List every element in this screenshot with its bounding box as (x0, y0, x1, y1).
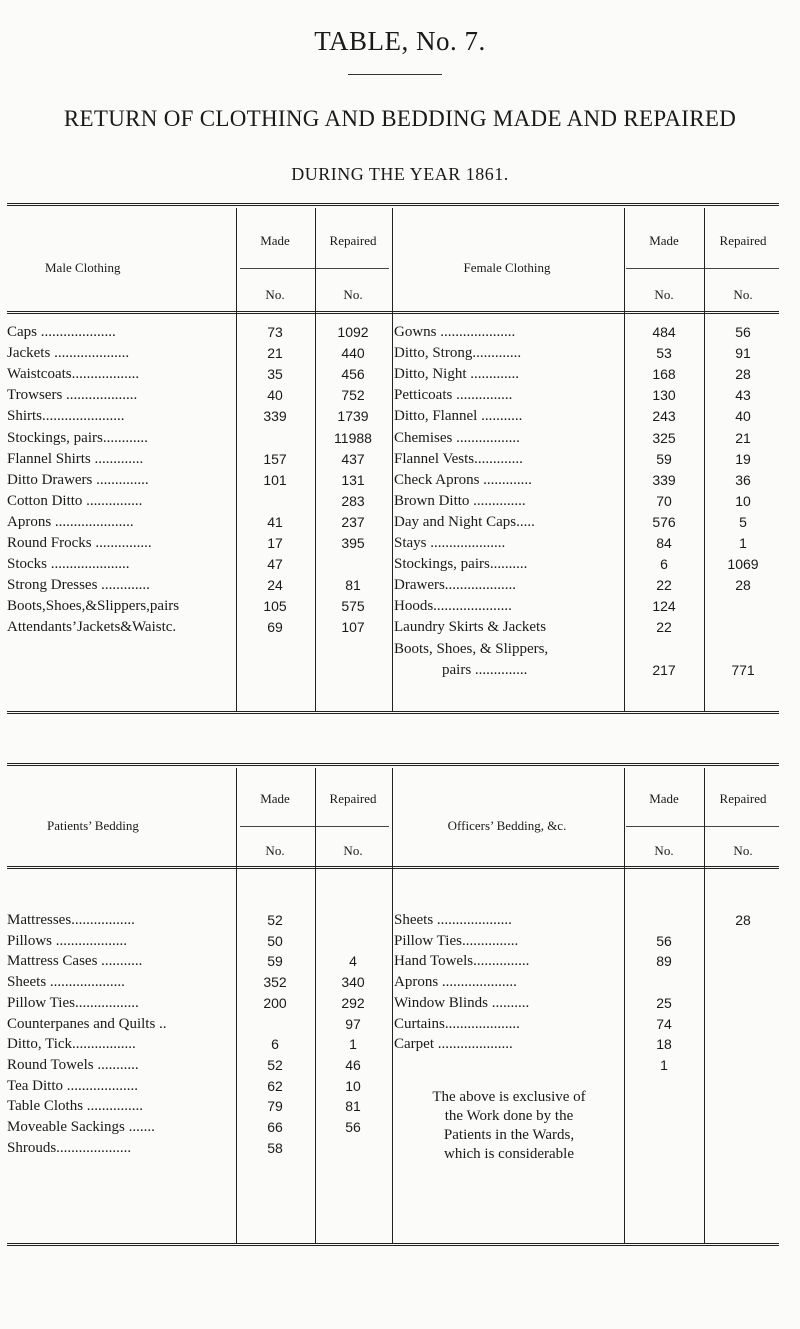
made-value: 484 (652, 324, 676, 340)
row-label: Ditto, Night ............. (394, 366, 520, 383)
row-label: Caps .................... (7, 324, 116, 340)
row-label: Laundry Skirts & Jackets (394, 619, 547, 636)
row-label: Tea Ditto ................... (7, 1077, 139, 1094)
row-label: pairs .............. (442, 661, 528, 678)
repaired-value: 43 (735, 387, 751, 404)
row-label: Sheets .................... (7, 974, 125, 991)
made-value: 352 (263, 974, 287, 991)
made-value: 35 (267, 366, 283, 383)
made-value: 576 (652, 513, 676, 530)
repaired-header: Repaired (719, 791, 767, 806)
bedding-top-rule (7, 763, 779, 766)
row-label: Cotton Ditto ............... (7, 492, 143, 509)
row-label: Drawers................... (394, 577, 517, 594)
row-label: Shirts...................... (7, 408, 125, 425)
clothing-top-rule (7, 203, 779, 206)
made-value: 52 (267, 912, 283, 928)
made-value: 84 (656, 535, 672, 551)
row-label: Window Blinds .......... (394, 994, 530, 1011)
made-value: 53 (656, 345, 672, 362)
made-value: 339 (263, 408, 287, 425)
row-label: Chemises ................. (394, 429, 520, 446)
repaired-value: 10 (345, 1077, 361, 1094)
made-value: 217 (652, 661, 676, 678)
row-label: Mattress Cases ........... (7, 953, 143, 970)
no-header: No. (733, 843, 753, 858)
made-value: 73 (267, 324, 283, 340)
no-header: No. (654, 843, 674, 858)
row-label: Brown Ditto .............. (394, 492, 526, 509)
row-label: Ditto, Strong............. (394, 345, 522, 362)
made-value: 6 (660, 556, 668, 573)
made-value: 325 (652, 429, 676, 446)
clothing-bottom-rule (7, 711, 779, 714)
repaired-value: 46 (345, 1056, 361, 1073)
table-row (7, 535, 779, 553)
patients-bedding-header: Patients’ Bedding (47, 818, 139, 833)
repaired-value: 28 (735, 577, 751, 594)
table-row (7, 556, 779, 574)
table-row (7, 493, 779, 511)
repaired-value: 340 (341, 974, 365, 991)
table-row (7, 974, 779, 992)
repaired-value: 456 (341, 366, 365, 383)
table-row (7, 345, 779, 363)
table-row (7, 577, 779, 595)
repaired-value: 19 (735, 450, 751, 467)
made-value: 21 (267, 345, 283, 362)
repaired-value: 36 (735, 471, 751, 488)
repaired-value: 97 (345, 1015, 361, 1032)
repaired-value: 131 (341, 471, 365, 488)
footnote-line: The above is exclusive of (432, 1089, 586, 1105)
made-value: 22 (656, 577, 672, 594)
table-row (7, 366, 779, 384)
repaired-value: 21 (735, 429, 751, 446)
no-header: No. (654, 287, 674, 302)
table-row (7, 324, 779, 342)
repaired-value: 1 (739, 535, 747, 551)
row-label: Counterpanes and Quilts .. (7, 1015, 167, 1032)
repaired-value: 81 (345, 1098, 361, 1115)
row-label: Stays .................... (394, 535, 506, 551)
table-row (7, 1119, 779, 1137)
row-label: Shrouds.................... (7, 1139, 132, 1156)
female-clothing-header: Female Clothing (463, 260, 551, 275)
row-label: Flannel Shirts ............. (7, 450, 144, 467)
row-label: Day and Night Caps..... (394, 513, 535, 530)
repaired-value: 10 (735, 492, 751, 509)
row-label: Table Cloths ............... (7, 1098, 144, 1115)
repaired-value: 237 (341, 513, 365, 530)
repaired-value: 40 (735, 408, 751, 425)
page-subheading: DURING THE YEAR 1861. (291, 164, 509, 184)
row-label: Stockings, pairs............ (7, 429, 148, 446)
made-value: 1 (660, 1056, 668, 1073)
repaired-value: 81 (345, 577, 361, 594)
repaired-value: 575 (341, 598, 365, 615)
row-label: Strong Dresses ............. (7, 577, 150, 594)
made-value: 6 (271, 1036, 279, 1053)
made-value: 56 (656, 932, 672, 949)
row-label: Aprons .................... (394, 974, 517, 991)
made-value: 74 (656, 1015, 672, 1032)
made-value: 52 (267, 1056, 283, 1073)
table-row (7, 1057, 779, 1075)
row-label: Moveable Sackings ....... (7, 1119, 155, 1135)
made-value: 243 (652, 408, 676, 425)
officers-bedding-header: Officers’ Bedding, &c. (447, 818, 567, 833)
row-label: Stockings, pairs.......... (394, 556, 528, 573)
male-clothing-header: Male Clothing (45, 260, 121, 275)
row-label: Check Aprons ............. (394, 471, 532, 488)
no-header: No. (733, 287, 753, 302)
repaired-header: Repaired (329, 233, 377, 248)
row-label: Sheets .................... (394, 912, 512, 928)
repaired-value: 28 (735, 366, 751, 383)
bedding-bottom-rule (7, 1243, 779, 1246)
table-row (7, 662, 779, 680)
row-label: Round Towels ........... (7, 1056, 139, 1073)
table-row (7, 912, 779, 930)
made-header: Made (260, 233, 290, 248)
clothing-subheader-rule-right (626, 268, 779, 269)
made-value: 17 (267, 535, 283, 551)
repaired-header: Repaired (329, 791, 377, 806)
footnote-line: which is considerable (444, 1146, 574, 1162)
made-value: 66 (267, 1119, 283, 1135)
made-value: 157 (263, 450, 287, 467)
made-value: 339 (652, 471, 676, 488)
table-row (7, 1098, 779, 1116)
made-value: 41 (267, 513, 283, 530)
no-header: No. (265, 287, 285, 302)
repaired-value: 1092 (337, 324, 369, 340)
repaired-value: 1739 (337, 408, 369, 425)
row-label: Boots, Shoes, & Slippers, (394, 640, 549, 657)
page-heading: RETURN OF CLOTHING AND BEDDING MADE AND REPAIRED (63, 106, 737, 131)
made-value: 59 (267, 953, 283, 970)
row-label: Gowns .................... (394, 324, 516, 340)
repaired-value: 440 (341, 345, 365, 362)
row-label: Aprons ..................... (7, 513, 134, 530)
row-label: Carpet .................... (394, 1036, 513, 1053)
made-value: 18 (656, 1036, 672, 1053)
repaired-value: 28 (735, 912, 751, 928)
clothing-table (7, 203, 779, 716)
bedding-footnote (394, 1088, 624, 1164)
repaired-value: 752 (341, 387, 365, 404)
no-header: No. (343, 843, 363, 858)
made-value: 47 (267, 556, 283, 573)
made-value: 105 (263, 598, 287, 615)
repaired-value: 283 (341, 492, 365, 509)
made-value: 101 (263, 471, 287, 488)
row-label: Boots,Shoes,&Slippers,pairs (7, 598, 180, 615)
table-row (7, 641, 779, 659)
repaired-value: 292 (341, 994, 365, 1011)
repaired-header: Repaired (719, 233, 767, 248)
footnote-line: the Work done by the (444, 1108, 574, 1124)
table-row (7, 995, 779, 1013)
row-label: Round Frocks ............... (7, 535, 152, 551)
row-label: Pillow Ties................. (7, 994, 139, 1011)
repaired-value: 11988 (334, 429, 372, 446)
row-label: Ditto Drawers .............. (7, 471, 149, 488)
made-value: 40 (267, 387, 283, 404)
row-label: Trowsers ................... (7, 387, 138, 404)
table-row (7, 408, 779, 426)
row-label: Jackets .................... (7, 345, 130, 362)
table-row (7, 619, 779, 637)
table-row (7, 1140, 779, 1158)
row-label: Hand Towels............... (394, 953, 530, 970)
made-value: 25 (656, 994, 672, 1011)
made-value: 79 (267, 1098, 283, 1115)
table-row (7, 451, 779, 469)
repaired-value: 107 (341, 619, 365, 636)
repaired-value: 395 (341, 535, 365, 551)
row-label: Mattresses................. (7, 912, 135, 928)
table-row (7, 598, 779, 616)
table-row (7, 933, 779, 951)
repaired-value: 91 (735, 345, 751, 362)
bedding-subheader-rule-right (626, 826, 779, 827)
table-row (7, 1078, 779, 1096)
table-row (7, 953, 779, 971)
no-header: No. (343, 287, 363, 302)
footnote-line: Patients in the Wards, (443, 1127, 575, 1143)
row-label: Hoods..................... (394, 598, 512, 615)
repaired-value: 56 (735, 324, 751, 340)
repaired-value: 1 (349, 1036, 357, 1053)
row-label: Pillow Ties............... (394, 932, 519, 949)
made-value: 89 (656, 953, 672, 970)
made-header: Made (649, 791, 679, 806)
table-row (7, 472, 779, 490)
row-label: Attendants’Jackets&Waistc. (7, 619, 177, 636)
bedding-table (7, 763, 779, 1248)
table-row (7, 514, 779, 532)
made-value: 62 (267, 1077, 283, 1094)
row-label: Ditto, Flannel ........... (394, 408, 523, 425)
repaired-value: 1069 (727, 556, 759, 573)
table-number-title: TABLE, No. 7. (314, 26, 486, 56)
row-label: Stocks ..................... (7, 556, 130, 573)
repaired-value: 4 (349, 953, 357, 970)
repaired-value: 771 (731, 661, 755, 678)
no-header: No. (265, 843, 285, 858)
table-row (7, 1036, 779, 1054)
made-value: 130 (652, 387, 676, 404)
clothing-header-rule (7, 311, 779, 314)
row-label: Petticoats ............... (394, 387, 513, 404)
made-value: 59 (656, 450, 672, 467)
title-divider (348, 74, 442, 75)
row-label: Waistcoats.................. (7, 366, 140, 383)
row-label: Pillows ................... (7, 932, 128, 949)
row-label: Flannel Vests............. (394, 450, 523, 467)
table-row (7, 387, 779, 405)
repaired-value: 437 (341, 450, 365, 467)
made-value: 70 (656, 492, 672, 509)
made-value: 24 (267, 577, 283, 594)
table-row (7, 1016, 779, 1034)
made-value: 50 (267, 932, 283, 949)
made-header: Made (649, 233, 679, 248)
table-row (7, 430, 779, 448)
made-value: 168 (652, 366, 676, 383)
made-value: 58 (267, 1139, 283, 1156)
made-header: Made (260, 791, 290, 806)
made-value: 69 (267, 619, 283, 636)
row-label: Curtains.................... (394, 1015, 520, 1032)
made-value: 22 (656, 619, 672, 636)
repaired-value: 5 (739, 513, 747, 530)
bedding-header-rule (7, 866, 779, 869)
row-label: Ditto, Tick................. (7, 1036, 136, 1053)
made-value: 124 (652, 598, 676, 615)
repaired-value: 56 (345, 1119, 361, 1135)
made-value: 200 (263, 994, 287, 1011)
